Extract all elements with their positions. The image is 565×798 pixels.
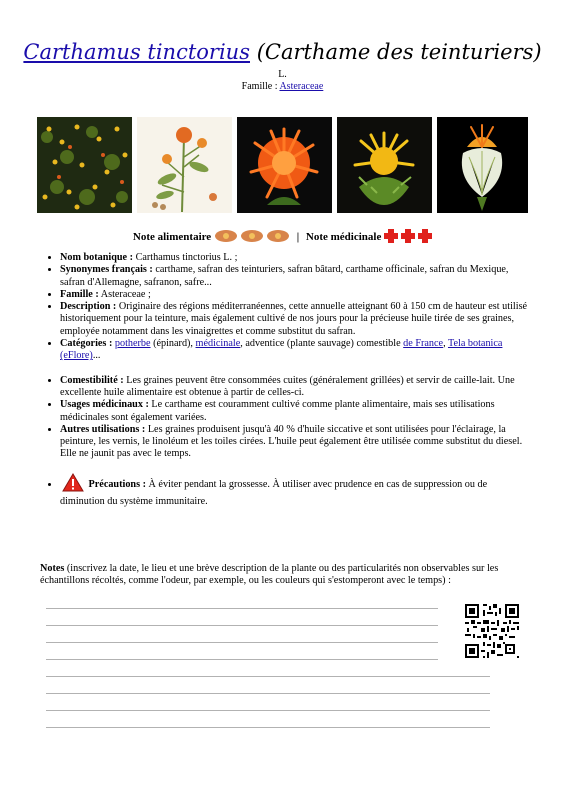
note-line[interactable]: .............................................................................................................................................................................................................................. — [46, 671, 490, 679]
note-line[interactable]: .............................................................................................................................................................................................................................. — [46, 688, 490, 696]
warning-icon — [62, 473, 84, 496]
list-item — [60, 338, 528, 363]
precautions-value: À éviter pendant la grossesse. À utiliser avec prudence en cas de suppression ou de diminution du système immunitaire. — [60, 478, 488, 508]
species-author: L. — [278, 69, 287, 80]
family-value: Asteraceae ; — [98, 288, 151, 300]
synonyms-value: carthame, safran des teinturiers, safran bâtard, carthame officinale, safran du Mexique, safran d'Allemagne, safranon, safre... — [60, 264, 509, 288]
yellow-flower-photo — [337, 117, 432, 213]
botanical-name-label: Nom botanique : — [60, 252, 134, 263]
ratings-bar — [0, 228, 565, 247]
flower-bud-photo — [437, 117, 528, 213]
precautions-list — [40, 473, 528, 509]
note-line[interactable]: .................................................................................................................................................................................................... — [46, 620, 438, 628]
other-uses-label: Autres utilisations : — [60, 423, 146, 435]
medicinal-uses-value: Le carthame est couramment cultivé comme plante alimentaire, mais ses utilisations médicinales sont également variées. — [60, 399, 495, 423]
note-line[interactable]: .................................................................................................................................................................................................... — [46, 637, 438, 645]
details-list — [40, 252, 528, 363]
red-cross-icon — [384, 229, 432, 243]
orange-flower-photo — [237, 117, 332, 213]
note-line[interactable]: .................................................................................................................................................................................................... — [46, 603, 438, 611]
uses-list — [40, 375, 528, 461]
note-line[interactable]: .................................................................................................................................................................................................... — [46, 654, 438, 662]
food-rating-flower-icon — [215, 230, 289, 242]
categories-label: Catégories : — [60, 338, 113, 350]
notes-label: Notes — [40, 563, 65, 574]
list-item — [60, 375, 528, 400]
notes-text: (inscrivez la date, le lieu et une brève description de la plante ou des particularités non observables sur les échantillons récoltés, comme l'odeur, par exemple, ou les couleurs qui s'estomperont avec le temps) : — [40, 563, 499, 587]
category-text: (épinard), — [150, 338, 196, 350]
notes-instructions — [40, 563, 528, 588]
list-item — [60, 399, 528, 424]
synonyms-label: Synonymes français : — [60, 264, 153, 276]
botanical-name-value: Carthamus tinctorius L. ; — [133, 252, 238, 263]
medicinal-rating-icons — [384, 229, 432, 246]
page-header — [0, 40, 565, 93]
list-item — [60, 289, 528, 301]
medicinal-rating-label: Note médicinale — [305, 231, 382, 244]
photo-strip — [37, 117, 528, 213]
category-link-de-france[interactable]: de France — [403, 338, 444, 350]
category-link-medicinale[interactable]: médicinale — [195, 338, 241, 350]
rating-separator: | — [296, 231, 300, 244]
note-line[interactable]: .............................................................................................................................................................................................................................. — [46, 722, 490, 730]
qr-code-icon[interactable] — [465, 604, 519, 658]
precautions-label: Précautions : — [88, 478, 146, 490]
note-line[interactable]: .............................................................................................................................................................................................................................. — [46, 705, 490, 713]
list-item — [60, 264, 528, 289]
family-label: Famille : — [241, 81, 280, 92]
category-text: ... — [92, 350, 101, 362]
description-label: Description : — [60, 301, 117, 313]
list-item — [60, 252, 528, 264]
botanical-illustration-photo — [137, 117, 232, 213]
list-item — [60, 424, 528, 461]
list-item — [60, 473, 528, 509]
category-link-potherbe[interactable]: potherbe — [114, 338, 151, 350]
field-of-safflower-photo — [37, 117, 132, 213]
family-link[interactable]: Asteraceae — [279, 81, 324, 92]
list-item — [60, 301, 528, 338]
edibility-value: Les graines peuvent être consommées cuites (généralement grillées) et servir de caille-lait. Une excellente huile alimentaire est obtenue à partir de celles-ci. — [60, 374, 515, 398]
page-title — [0, 40, 565, 64]
description-value: Originaire des régions méditerranéennes, cette annuelle atteignant 60 à 150 cm de hauteur est utilisé historiquement pour la teinture, mais également cultivé de nos jours pour la précieuse huile tirée de ses graines, employée notamment dans les vinaigrettes et comme substitut du safran. — [60, 301, 528, 337]
medicinal-uses-label: Usages médicinaux : — [60, 399, 149, 411]
other-uses-value: Les graines produisent jusqu'à 40 % d'huile siccative et sont utilisées pour l'éclairage, la peinture, les vernis, le linoléum et les toiles cirées. L'huile peut également être utilisée comme substitut du diesel. Elle ne jaunit pas avec le temps. — [60, 423, 523, 460]
category-link-tela-botanica[interactable]: Tela botanica (eFlore) — [60, 338, 503, 362]
species-link[interactable]: Carthamus tinctorius — [23, 40, 250, 64]
food-rating-icons — [214, 228, 290, 247]
plant-details — [40, 252, 528, 508]
category-text: , adventice (plante sauvage) comestible — [240, 338, 404, 350]
family-label: Famille : — [60, 288, 99, 300]
common-name: (Carthame des teinturiers) — [256, 40, 542, 64]
edibility-label: Comestibilité : — [60, 374, 124, 386]
category-text: , — [443, 338, 448, 350]
food-rating-label: Note alimentaire — [132, 231, 212, 244]
family-line — [0, 81, 565, 93]
